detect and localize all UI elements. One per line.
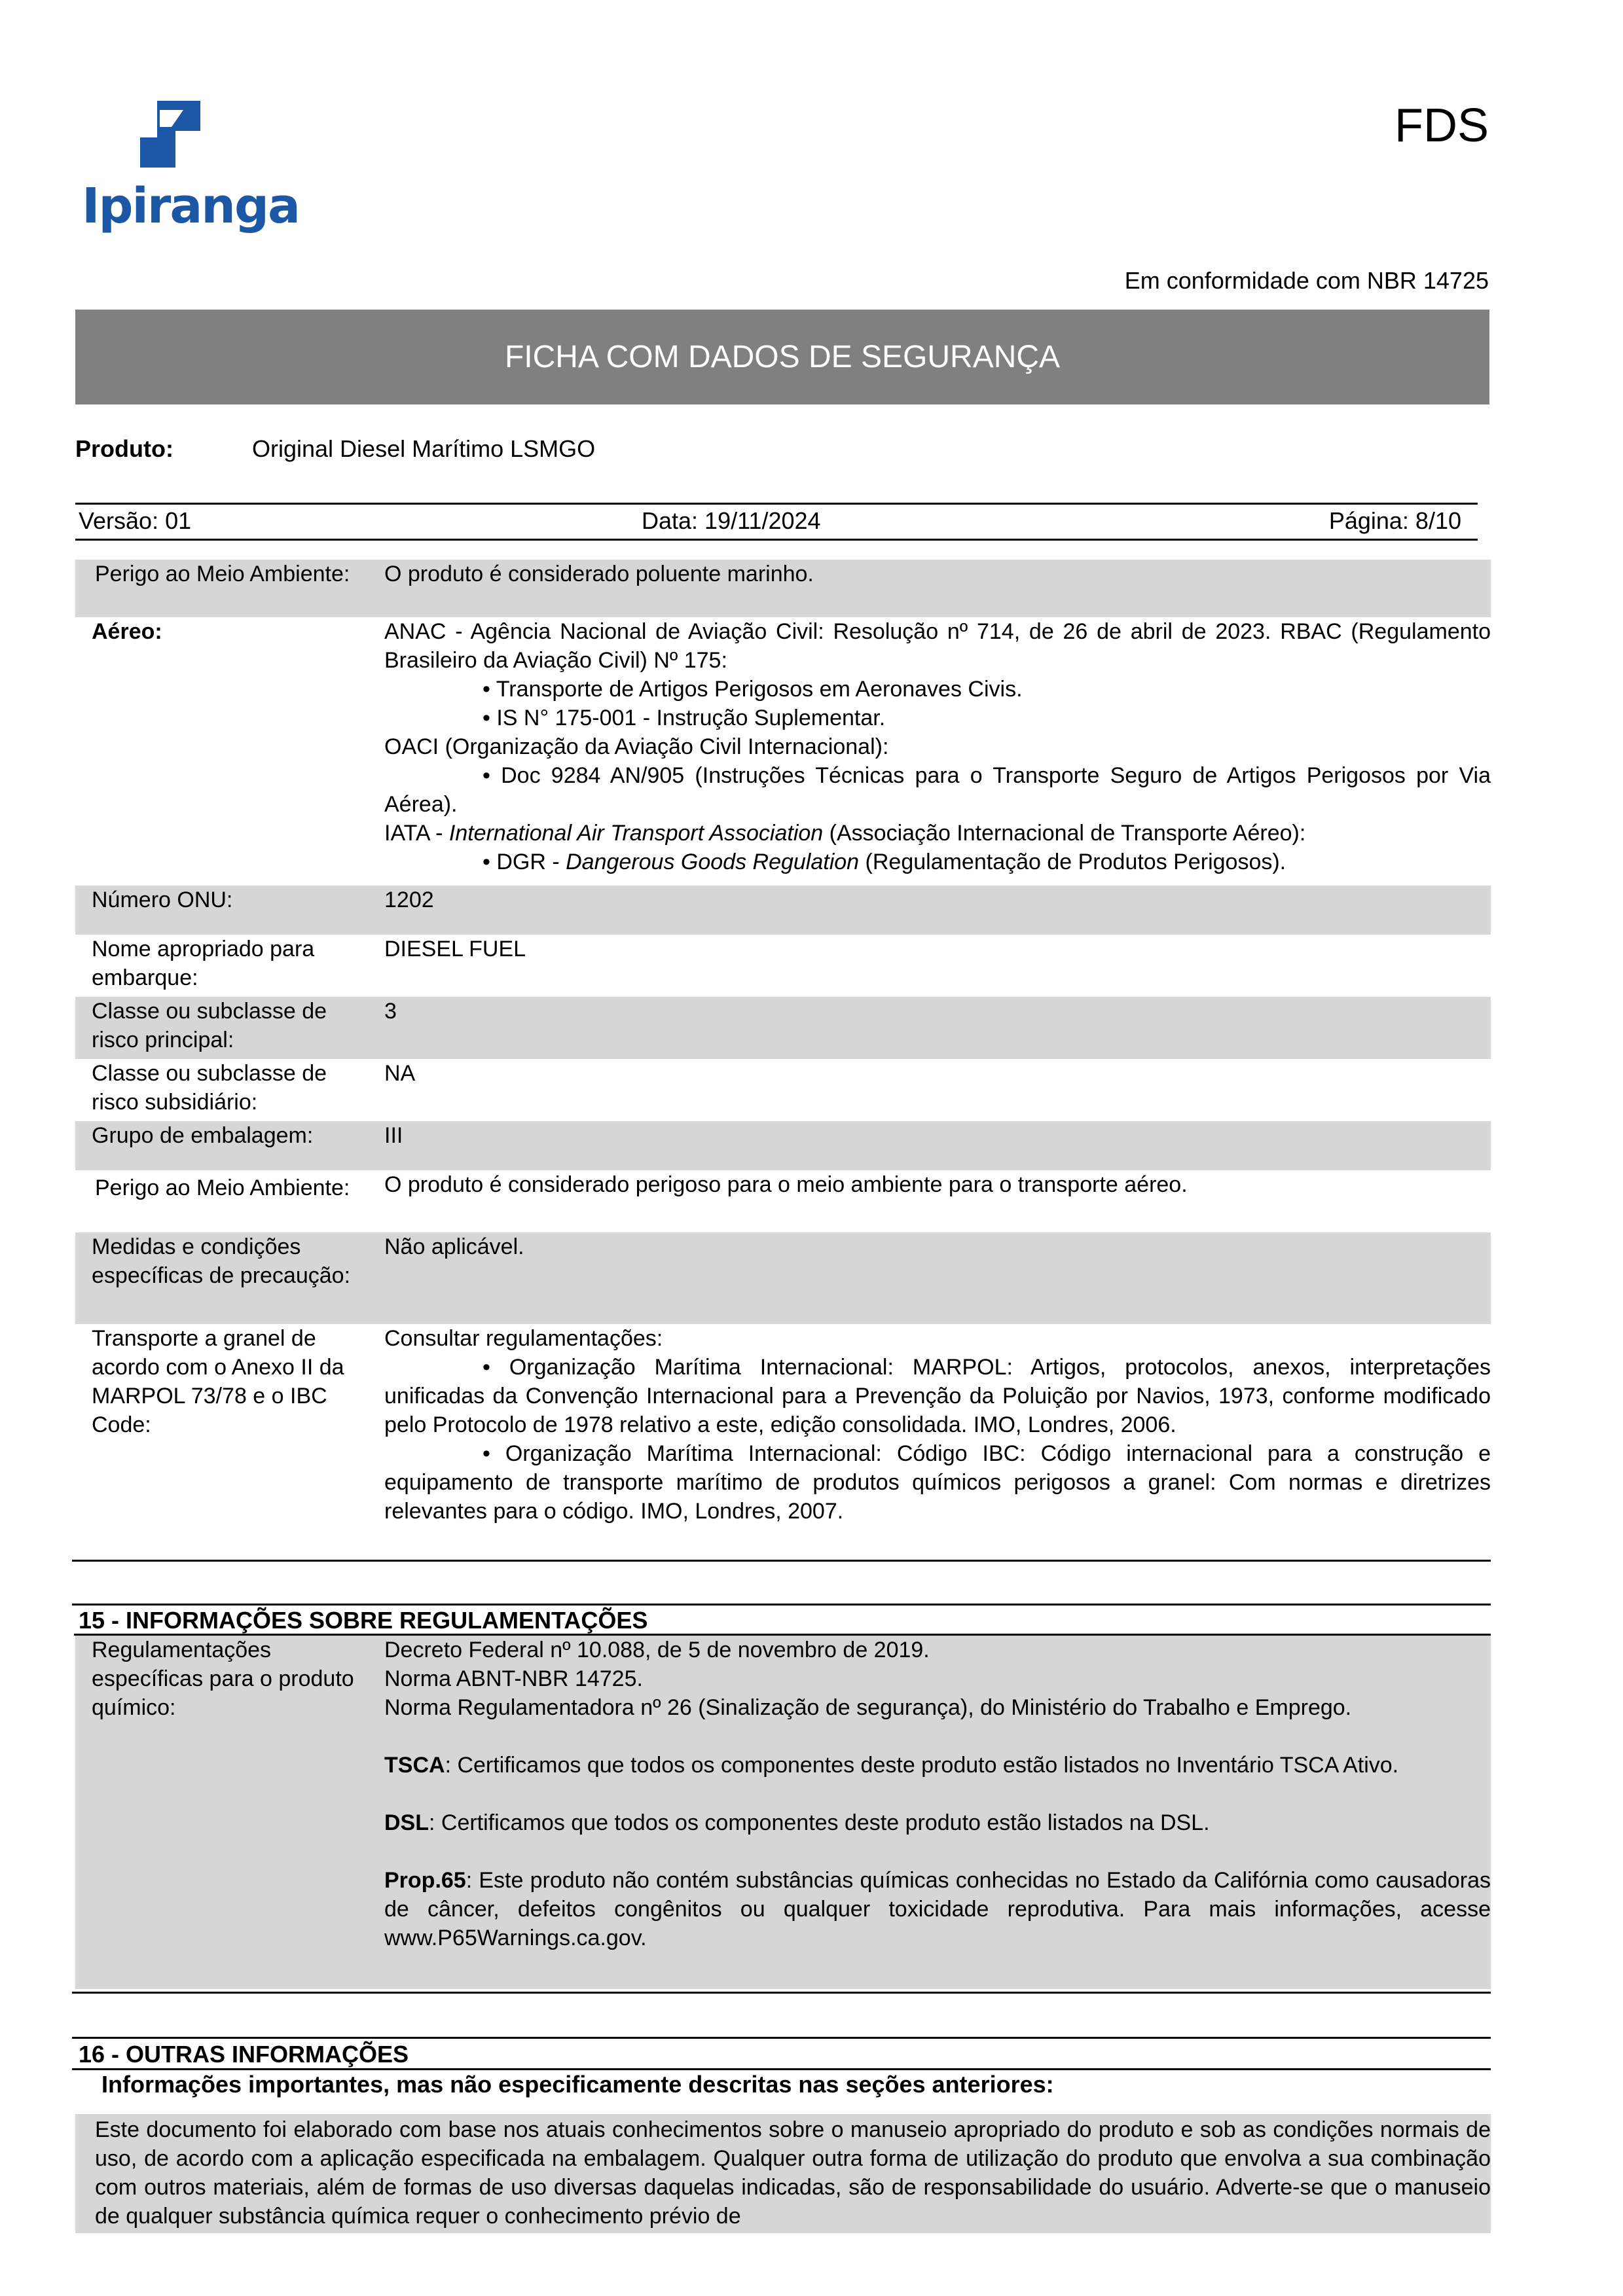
row-classe-principal: [75, 997, 1491, 1059]
date-text: Data: 19/11/2024: [642, 507, 821, 534]
section15-bottom-rule: [72, 1992, 1491, 1994]
aereo-anac: ANAC - Agência Nacional de Aviação Civil: Resolução nº 714, de 26 de abril de 2023. RBAC (Regulamento Brasileiro da Aviação Civil) Nº 175:: [384, 619, 1491, 673]
section15-top-rule: [72, 1604, 1491, 1605]
row-value: [384, 1636, 1491, 1952]
row-label: Regulamentações específicas para o produto químico:: [92, 1638, 354, 1720]
row-label: Perigo ao Meio Ambiente:: [95, 562, 350, 586]
row-value: DIESEL FUEL: [384, 937, 526, 961]
row-outras-informacoes: [75, 2114, 1491, 2233]
row-value: O produto é considerado perigoso para o meio ambiente para o transporte aéreo.: [384, 1172, 1188, 1197]
row-value: 3: [384, 999, 397, 1024]
row-value: [384, 617, 1491, 876]
product-name: Original Diesel Marítimo LSMGO: [252, 435, 596, 462]
row-label: Classe ou subclasse de risco subsidiário:: [92, 1061, 327, 1115]
row-transporte-granel: [75, 1324, 1491, 1560]
document-code: FDS: [1395, 99, 1489, 152]
row-nome-embarque: [75, 935, 1491, 997]
reg-decreto: Decreto Federal nº 10.088, de 5 de novembro de 2019.: [384, 1638, 930, 1662]
reg-tsca: TSCA: Certificamos que todos os componentes deste produto estão listados no Inventário TSCA Ativo.: [384, 1753, 1399, 1778]
row-grupo-embalagem: [75, 1121, 1491, 1170]
row-perigo-ambiente-aereo: [75, 1170, 1491, 1232]
row-medidas-precaucao: [75, 1232, 1491, 1324]
reg-dsl: DSL: Certificamos que todos os componentes deste produto estão listados na DSL.: [384, 1810, 1210, 1835]
row-label: Aéreo:: [92, 619, 162, 644]
aereo-iata: IATA - International Air Transport Association (Associação Internacional de Transporte Aéreo):: [384, 821, 1306, 846]
row-label: Grupo de embalagem:: [92, 1123, 314, 1148]
section16-top-rule: [72, 2037, 1491, 2039]
row-value: 1202: [384, 888, 434, 912]
version-text: Versão: 01: [79, 507, 192, 534]
conformity-note: Em conformidade com NBR 14725: [1124, 267, 1489, 294]
section16-subtitle: Informações importantes, mas não especificamente descritas nas seções anteriores:: [101, 2071, 1054, 2098]
section16-title: 16 - OUTRAS INFORMAÇÕES: [79, 2041, 409, 2068]
row-value: [384, 1324, 1491, 1526]
aereo-oaci: OACI (Organização da Aviação Civil Internacional):: [384, 734, 889, 759]
granel-bullet-1: • Organização Marítima Internacional: MARPOL: Artigos, protocolos, anexos, interpretações unificadas da Convenção Internacional para a Prevenção da Poluição por Navios, 1973, conforme modificado pelo Protocolo de 1978 relativo a este, edição consolidada. IMO, Londres, 2006.: [384, 1355, 1491, 1437]
logo-wordmark: Ipiranga: [82, 178, 299, 234]
aereo-bullet-2: • IS N° 175-001 - Instrução Suplementar.: [483, 706, 886, 730]
row-numero-onu: [75, 886, 1491, 935]
reg-prop65: Prop.65: Este produto não contém substâncias químicas conhecidas no Estado da Califórnia como causadoras de câncer, defeitos congênitos ou qualquer toxicidade reprodutiva. Para mais informações, acesse www.P65Warnings.ca.gov.: [384, 1868, 1491, 1950]
row-regulamentacoes: [75, 1636, 1491, 1989]
row-value: O produto é considerado poluente marinho.: [384, 562, 814, 586]
row-label: Nome apropriado para embarque:: [92, 937, 315, 990]
row-perigo-ambiente: [75, 560, 1491, 617]
disclaimer-text: Este documento foi elaborado com base nos atuais conhecimentos sobre o manuseio apropriado do produto e sob as condições normais de uso, de acordo com a aplicação especificada na embalagem. Qualquer outra forma de utilização do produto que envolva a sua combinação com outros materiais, além de formas de uso diversas daquelas indicadas, são de responsabilidade do usuário. Adverte-se que o manuseio de qualquer substância química requer o conhecimento prévio de: [95, 2117, 1491, 2229]
row-label: Perigo ao Meio Ambiente:: [95, 1175, 350, 1200]
section15-title: 15 - INFORMAÇÕES SOBRE REGULAMENTAÇÕES: [79, 1607, 648, 1634]
row-label: Medidas e condições específicas de precaução:: [92, 1234, 351, 1288]
row-label: Transporte a granel de acordo com o Anexo II da MARPOL 73/78 e o IBC Code:: [92, 1326, 344, 1437]
ipiranga-logo-mark-icon: [137, 98, 203, 170]
version-bar: [75, 503, 1478, 541]
aereo-bullet-1: • Transporte de Artigos Perigosos em Aeronaves Civis.: [483, 677, 1023, 702]
section14-bottom-rule: [72, 1560, 1491, 1562]
granel-intro: Consultar regulamentações:: [384, 1326, 663, 1351]
aereo-bullet-3: • Doc 9284 AN/905 (Instruções Técnicas para o Transporte Seguro de Artigos Perigosos por Via Aérea).: [384, 763, 1491, 817]
ipiranga-logo: [82, 98, 299, 242]
document-title-banner: FICHA COM DADOS DE SEGURANÇA: [75, 310, 1489, 404]
reg-nr26: Norma Regulamentadora nº 26 (Sinalização de segurança), do Ministério do Trabalho e Emprego.: [384, 1695, 1352, 1720]
page-number: Página: 8/10: [1328, 507, 1461, 534]
row-value: III: [384, 1123, 403, 1148]
reg-nbr: Norma ABNT-NBR 14725.: [384, 1666, 643, 1691]
row-value: NA: [384, 1061, 416, 1086]
aereo-bullet-4: • DGR - Dangerous Goods Regulation (Regulamentação de Produtos Perigosos).: [483, 850, 1286, 874]
row-label: Número ONU:: [92, 888, 233, 912]
granel-bullet-2: • Organização Marítima Internacional: Código IBC: Código internacional para a construção e equipamento de transporte marítimo de produtos químicos perigosos a granel: Com normas e diretrizes relevantes para o código. IMO, Londres, 2007.: [384, 1441, 1491, 1524]
row-value: Não aplicável.: [384, 1234, 524, 1259]
row-label: Classe ou subclasse de risco principal:: [92, 999, 327, 1052]
row-classe-subsidiario: [75, 1059, 1491, 1121]
row-aereo: [75, 617, 1491, 886]
product-label: Produto:: [75, 435, 173, 462]
